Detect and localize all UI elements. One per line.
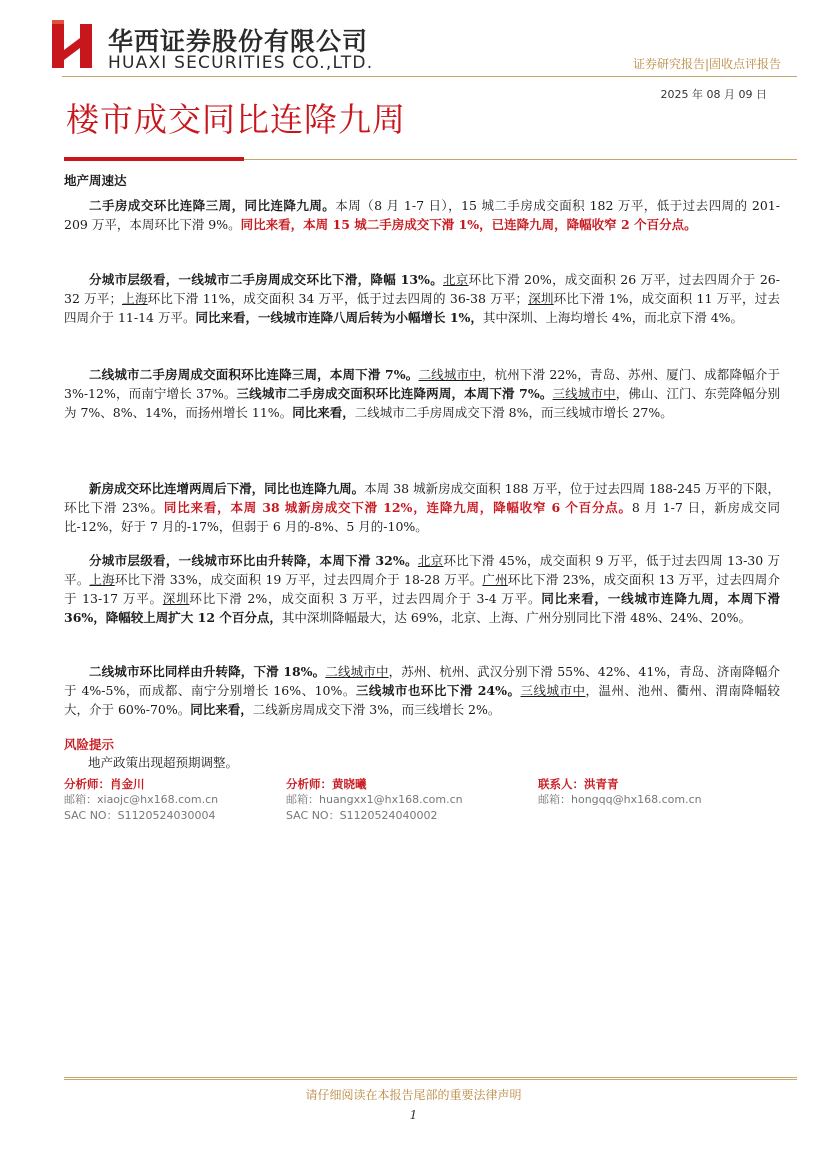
paragraph-newhome-tier23 xyxy=(64,662,780,719)
contact-name: 联系人：洪青青 xyxy=(538,777,619,791)
risk-heading: 风险提示 xyxy=(64,737,115,752)
p6-tier3-lead: 三线城市也环比下滑 24%。 xyxy=(355,683,521,698)
p2-lead: 分城市层级看，一线城市二手房周成交环比下滑，降幅 13%。 xyxy=(89,272,443,287)
p6-text-1: ，苏州、杭州、武汉分别下滑 55%、42%、41%，青岛、济南降幅介于 4%-5%，而成都、南宁分别增长 16%、10%。 xyxy=(64,664,781,698)
contact-email: 邮箱：hongqq@hx168.com.cn xyxy=(538,793,702,806)
p1-text: 本周（8 月 1-7 日），15 城二手房成交面积 182 万平，低于过去四周的 201-209 万平，本周环比下滑 9%。 xyxy=(64,198,780,232)
p4-text-1: 本周 38 城新房成交面积 188 万平，位于过去四周 188-245 万平的下限，环比下滑 23%。 xyxy=(64,481,780,515)
company-name-en: HUAXI SECURITIES CO.,LTD. xyxy=(108,53,374,73)
footer-disclaimer: 请仔细阅读在本报告尾部的重要法律声明 xyxy=(305,1088,522,1102)
p5-text-3: 环比下滑 23%，成交面积 13 万平，过去四周介于 13-17 万平。 xyxy=(64,572,780,606)
analyst-email: 邮箱：huangxx1@hx168.com.cn xyxy=(286,793,463,806)
analyst-email: 邮箱：xiaojc@hx168.com.cn xyxy=(64,793,219,806)
analyst-card-2 xyxy=(286,776,463,824)
p5-text-5: 其中深圳降幅最大，达 69%，北京、上海、广州分别同比下滑 48%、24%、20%。 xyxy=(281,610,751,625)
p5-lead: 分城市层级看，一线城市环比由升转降，本周下滑 32%。 xyxy=(89,553,418,568)
contact-card xyxy=(538,776,702,808)
section-heading: 地产周速达 xyxy=(64,173,127,188)
city-shenzhen: 深圳 xyxy=(528,291,554,306)
paragraph-newhome-tier1 xyxy=(64,551,780,627)
paragraph-secondhand-tier23 xyxy=(64,365,780,422)
tier3-label: 三线城市中 xyxy=(552,386,616,401)
p3-lead: 二线城市二手房周成交面积环比连降三周，本周下滑 7%。 xyxy=(89,367,419,382)
p6-yoy-lead: 同比来看， xyxy=(190,702,253,717)
tier2-label-new: 二线城市中 xyxy=(325,664,389,679)
city-guangzhou-new: 广州 xyxy=(482,572,508,587)
footer-divider-2 xyxy=(64,1079,797,1080)
p1-highlight: 同比来看，本周 15 城二手房成交下滑 1%，已连降九周，降幅收窄 2 个百分点。 xyxy=(240,217,697,232)
p3-text-2: ，佛山、江门、东莞降幅分别为 7%、8%、14%，而扬州增长 11%。 xyxy=(64,386,780,420)
p5-text-1: 环比下滑 45%，成交面积 9 万平，低于过去四周 13-30 万平。 xyxy=(64,553,780,587)
p2-text-3: 环比下滑 1%，成交面积 11 万平，过去四周介于 11-14 万平。 xyxy=(64,291,780,325)
title-accent-bar xyxy=(64,157,244,161)
p5-text-4: 环比下滑 2%，成交面积 3 万平，过去四周介于 3-4 万平。 xyxy=(189,591,542,606)
paragraph-secondhand-overview xyxy=(64,196,780,234)
tier3-label-new: 三线城市中 xyxy=(520,683,586,698)
analyst-name: 分析师：肖金川 xyxy=(64,777,145,791)
p3-text-3: 二线城市二手房周成交下滑 8%，而三线城市增长 27%。 xyxy=(354,405,673,420)
analyst-sac: SAC NO：S1120524040002 xyxy=(286,809,438,822)
p5-text-2: 环比下滑 33%，成交面积 19 万平，过去四周介于 18-28 万平。 xyxy=(114,572,483,587)
footer-divider xyxy=(64,1077,797,1078)
p3-yoy-lead: 同比来看， xyxy=(292,405,355,420)
report-title: 楼市成交同比连降九周 xyxy=(66,100,406,139)
p2-yoy-lead: 同比来看，一线城市连降八周后转为小幅增长 1%， xyxy=(195,310,483,325)
p5-yoy-lead: 同比来看，一线城市连降九周，本周下滑 36%，降幅较上周扩大 12 个百分点， xyxy=(64,591,780,625)
company-name-cn: 华西证券股份有限公司 xyxy=(108,27,369,56)
city-shanghai-new: 上海 xyxy=(89,572,115,587)
city-shanghai: 上海 xyxy=(122,291,148,306)
analyst-name: 分析师：黄晓曦 xyxy=(286,777,367,791)
p2-text-4: 其中深圳、上海均增长 4%，而北京下滑 4%。 xyxy=(482,310,744,325)
title-divider xyxy=(244,159,797,160)
city-beijing: 北京 xyxy=(442,272,469,287)
report-type: 证券研究报告|固收点评报告 xyxy=(632,57,781,71)
p3-tier3-lead: 三线城市二手房成交面积环比连降两周，本周下滑 7%。 xyxy=(236,386,553,401)
p4-text-2: 8 月 1-7 日，新房成交同比-12%，好于 7 月的-17%，但弱于 6 月的-8%、5 月的-10%。 xyxy=(64,500,780,534)
paragraph-secondhand-tier1 xyxy=(64,270,780,327)
header-divider xyxy=(62,76,797,77)
p4-highlight: 同比来看，本周 38 城新房成交下滑 12%，连降九周，降幅收窄 6 个百分点。 xyxy=(163,500,632,515)
p1-lead: 二手房成交环比连降三周，同比连降九周。 xyxy=(89,198,336,213)
risk-text: 地产政策出现超预期调整。 xyxy=(88,755,239,770)
tier2-label: 二线城市中 xyxy=(418,367,482,382)
analyst-sac: SAC NO：S1120524030004 xyxy=(64,809,216,822)
city-beijing-new: 北京 xyxy=(417,553,444,568)
huaxi-logo-icon xyxy=(50,20,96,70)
city-shenzhen-new: 深圳 xyxy=(162,591,190,606)
p2-text-1: 环比下滑 20%，成交面积 26 万平，过去四周介于 26-32 万平； xyxy=(64,272,780,306)
p4-lead: 新房成交环比连增两周后下滑，同比也连降九周。 xyxy=(89,481,365,496)
p6-text-2: ，温州、池州、衢州、渭南降幅较大，介于 60%-70%。 xyxy=(64,683,780,717)
analyst-card-1 xyxy=(64,776,218,824)
p3-text-1: ，杭州下滑 22%，青岛、苏州、厦门、成都降幅介于 3%-12%，而南宁增长 37%。 xyxy=(64,367,780,401)
paragraph-newhome-overview xyxy=(64,479,780,536)
report-date: 2025 年 08 月 09 日 xyxy=(660,88,767,101)
p6-text-3: 二线新房周成交下滑 3%，而三线增长 2%。 xyxy=(252,702,501,717)
page-number: 1 xyxy=(409,1108,418,1122)
p2-text-2: 环比下滑 11%，成交面积 34 万平，低于过去四周的 36-38 万平； xyxy=(147,291,529,306)
p6-lead: 二线城市环比同样由升转降，下滑 18%。 xyxy=(89,664,326,679)
